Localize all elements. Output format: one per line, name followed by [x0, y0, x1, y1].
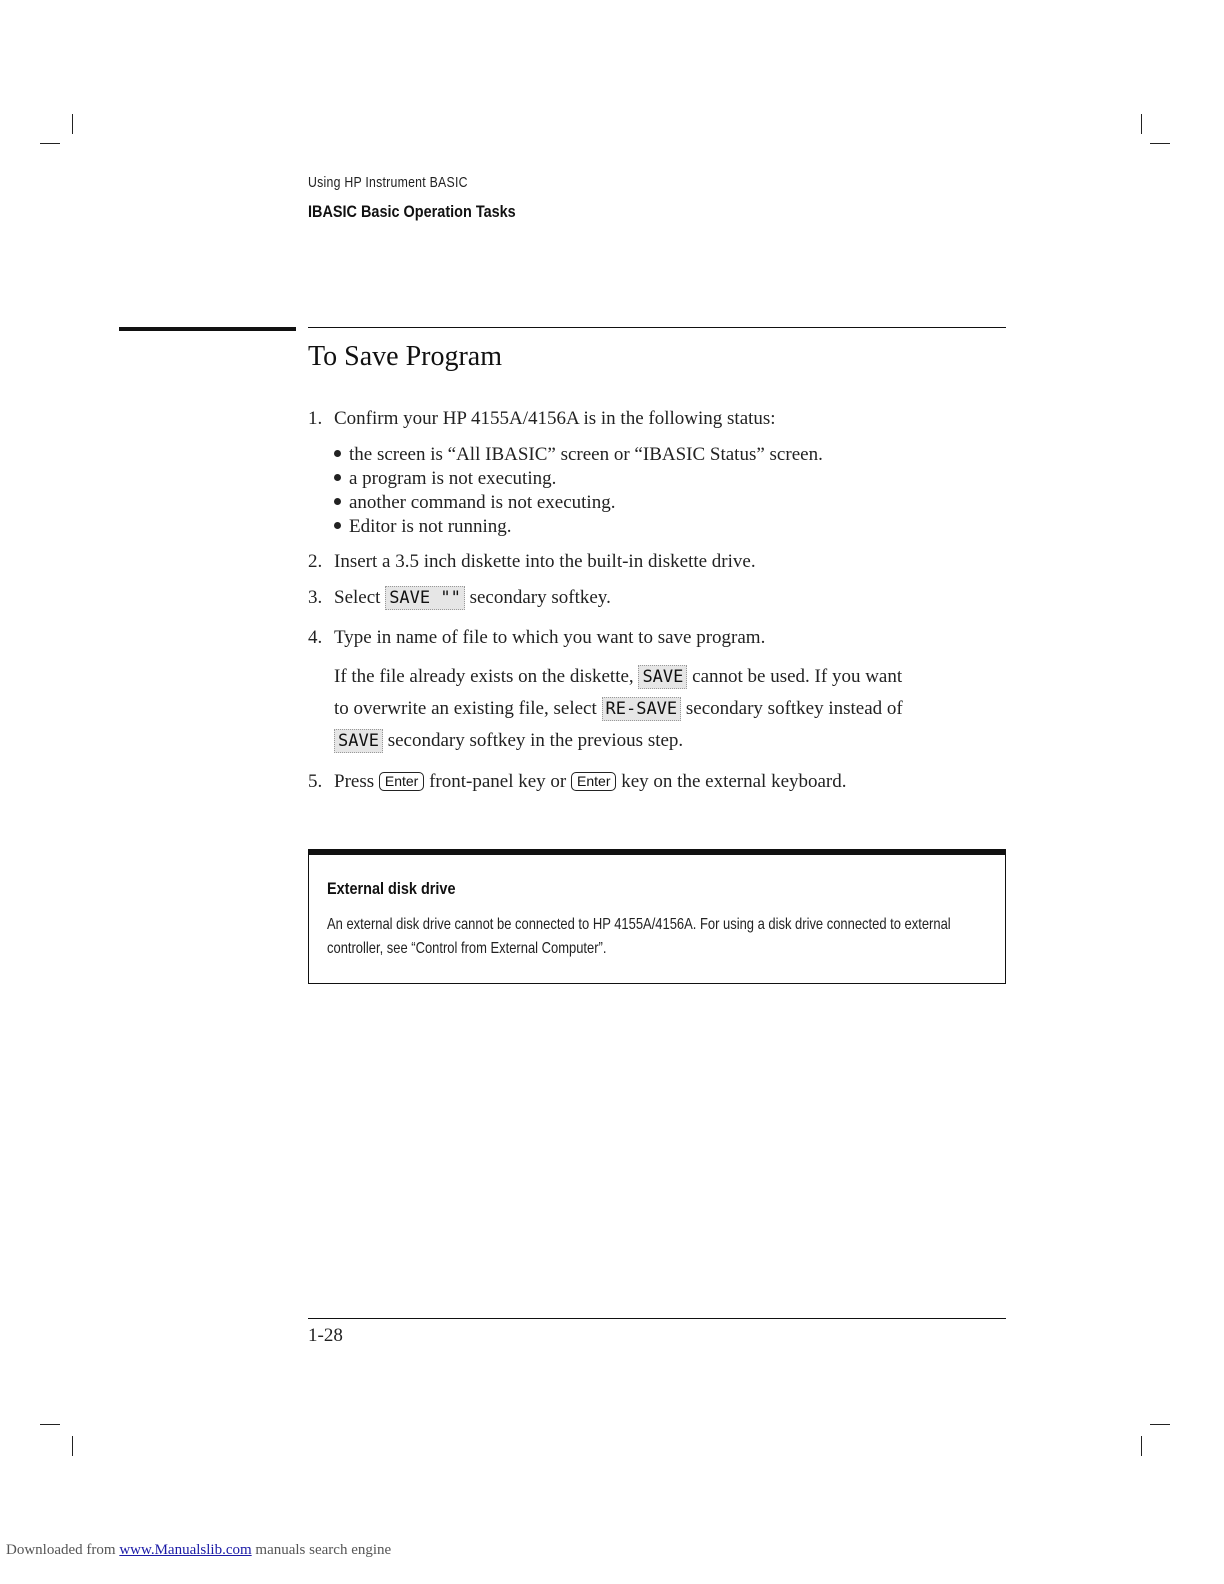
- crop-mark: [1141, 1436, 1142, 1456]
- list-item: [334, 516, 512, 538]
- note-text: If the file already exists on the diskette,: [334, 666, 634, 687]
- step-4-note-line-2: [334, 698, 903, 720]
- re-save-softkey: RE-SAVE: [602, 697, 682, 721]
- step-number: 1.: [308, 408, 323, 429]
- save-softkey: SAVE: [638, 665, 687, 689]
- enter-key-icon: Enter: [571, 772, 616, 791]
- bullet-icon: [334, 474, 341, 481]
- step-text: Type in name of file to which you want to save program.: [334, 627, 766, 648]
- save-softkey: SAVE "": [385, 586, 465, 610]
- note-text: secondary softkey in the previous step.: [387, 730, 684, 751]
- step-text: secondary softkey.: [469, 587, 611, 608]
- step-3: [308, 587, 611, 609]
- list-item-text: a program is not executing.: [349, 468, 557, 489]
- step-text: Select: [334, 587, 381, 608]
- step-2: [308, 551, 756, 573]
- step-1: [308, 408, 776, 430]
- note-box: [308, 849, 1006, 984]
- crop-mark: [72, 1436, 73, 1456]
- step-number: 5.: [308, 771, 323, 792]
- section-marker-rule: [119, 327, 296, 331]
- step-text: front-panel key or: [429, 771, 567, 792]
- crop-mark: [40, 143, 60, 144]
- step-text: Confirm your HP 4155A/4156A is in the following status:: [334, 408, 776, 429]
- footer-rule: [308, 1318, 1006, 1319]
- manualslib-link[interactable]: www.Manualslib.com: [119, 1542, 252, 1558]
- step-4: [308, 627, 765, 649]
- list-item: [334, 468, 556, 490]
- step-5: [308, 771, 847, 793]
- running-subtitle: IBASIC Basic Operation Tasks: [308, 202, 516, 221]
- running-title: Using HP Instrument BASIC: [308, 174, 468, 191]
- note-text: secondary softkey instead of: [685, 698, 903, 719]
- step-text: key on the external keyboard.: [621, 771, 847, 792]
- bullet-icon: [334, 498, 341, 505]
- list-item-text: another command is not executing.: [349, 492, 616, 513]
- crop-mark: [1150, 143, 1170, 144]
- list-item-text: Editor is not running.: [349, 516, 512, 537]
- step-number: 2.: [308, 551, 323, 572]
- step-text: Press: [334, 771, 375, 792]
- save-softkey: SAVE: [334, 729, 383, 753]
- download-suffix: manuals search engine: [255, 1542, 392, 1558]
- section-title: To Save Program: [308, 341, 503, 372]
- bullet-icon: [334, 522, 341, 529]
- step-text: Insert a 3.5 inch diskette into the built-in diskette drive.: [334, 551, 756, 572]
- crop-mark: [40, 1424, 60, 1425]
- list-item: [334, 492, 615, 514]
- download-prefix: Downloaded from: [6, 1542, 116, 1558]
- enter-key-icon: Enter: [379, 772, 424, 791]
- crop-mark: [1141, 114, 1142, 134]
- section-rule: [308, 327, 1006, 328]
- step-number: 4.: [308, 627, 323, 648]
- step-number: 3.: [308, 587, 323, 608]
- page-number: 1-28: [308, 1325, 343, 1346]
- crop-mark: [72, 114, 73, 134]
- list-item-text: the screen is “All IBASIC” screen or “IBASIC Status” screen.: [349, 444, 823, 465]
- step-4-note-line-1: [334, 666, 902, 688]
- crop-mark: [1150, 1424, 1170, 1425]
- note-text: An external disk drive cannot be connected to HP 4155A/4156A. For using a disk drive connected to external controller, see “Control from External Computer”.: [327, 916, 951, 957]
- bullet-icon: [334, 450, 341, 457]
- note-text: cannot be used. If you want: [692, 666, 903, 687]
- note-text: to overwrite an existing file, select: [334, 698, 597, 719]
- download-notice: [6, 1542, 391, 1559]
- note-title: External disk drive: [327, 879, 456, 898]
- list-item: [334, 444, 823, 466]
- step-4-note-line-3: [334, 730, 683, 752]
